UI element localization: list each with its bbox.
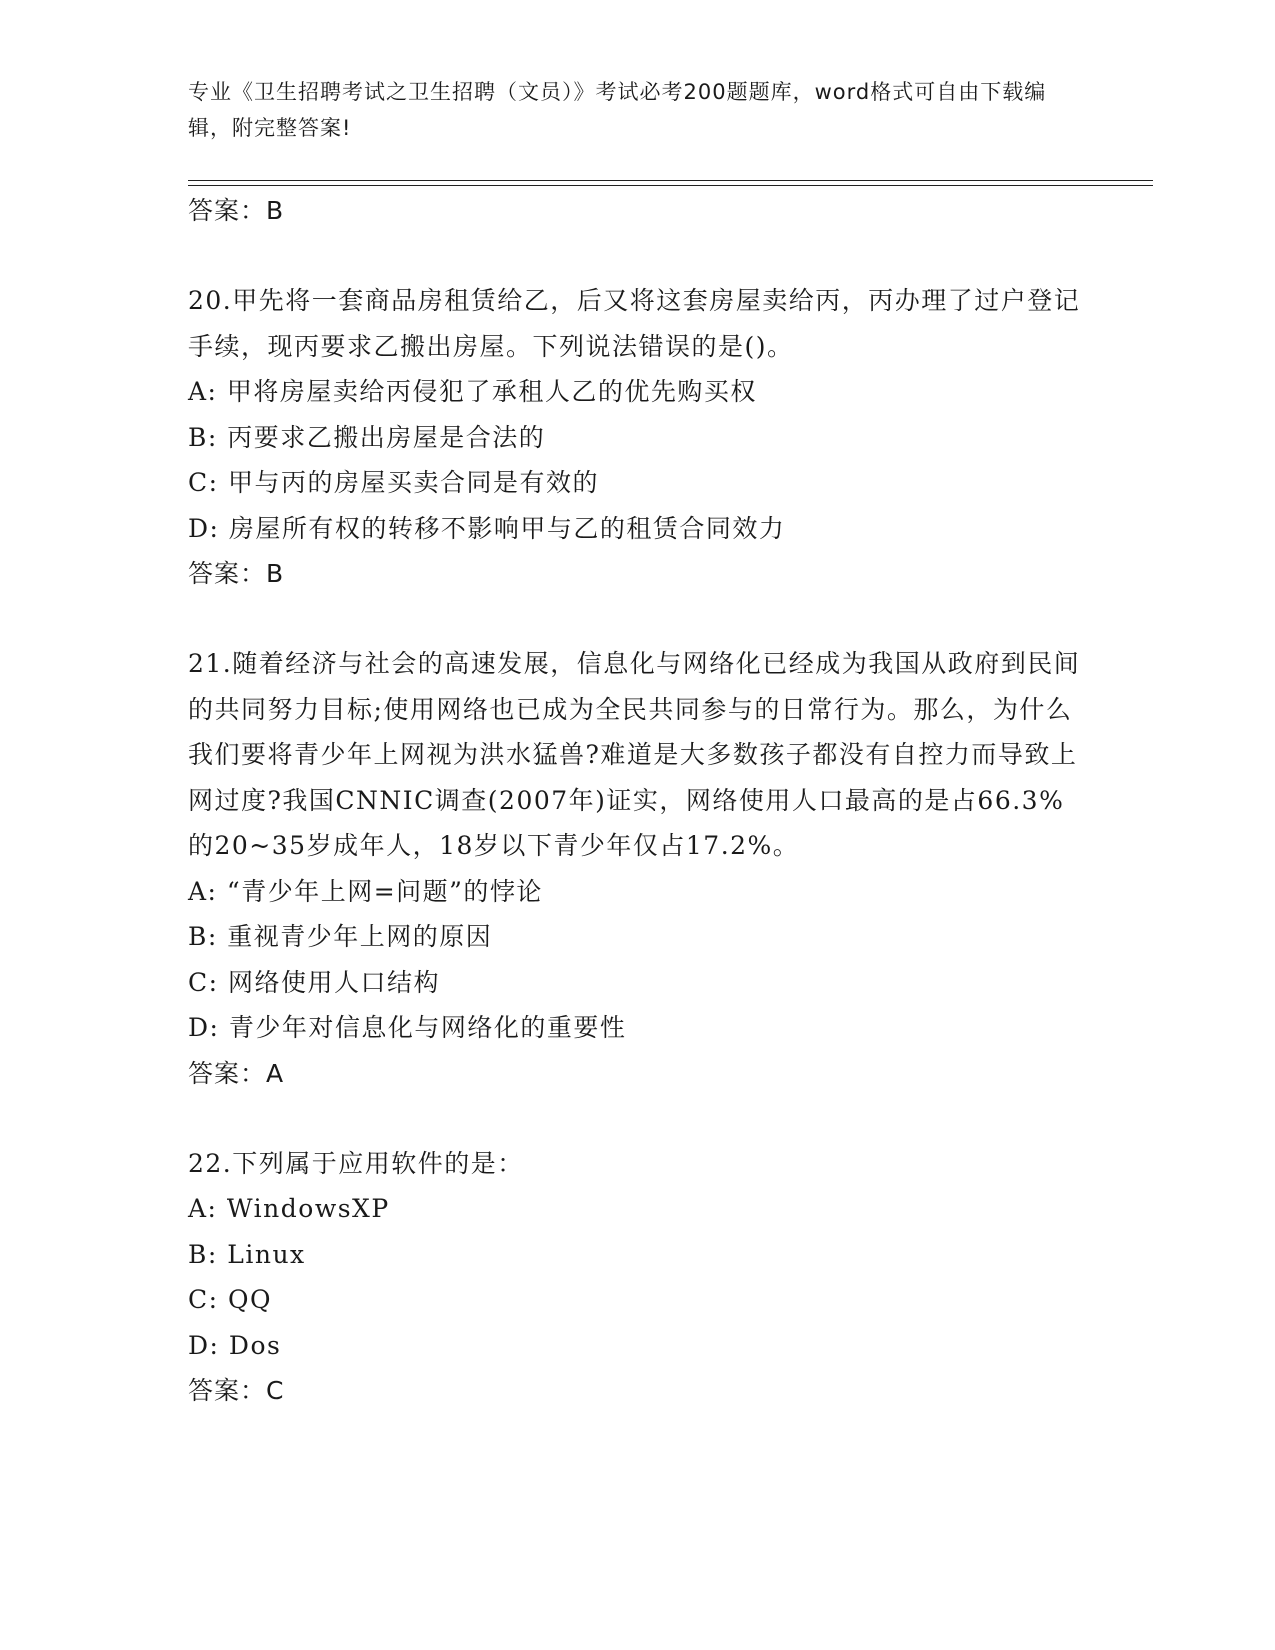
question-20 bbox=[188, 278, 1088, 597]
header-rule-top bbox=[188, 180, 1153, 181]
answer-line: 答案：B bbox=[188, 196, 285, 225]
question-text: 20.甲先将一套商品房租赁给乙，后又将这套房屋卖给丙，丙办理了过户登记手续，现丙要求乙搬出房屋。下列说法错误的是()。 bbox=[188, 286, 1081, 361]
option-d: D: Dos bbox=[188, 1330, 282, 1360]
option-b: B: 重视青少年上网的原因 bbox=[188, 922, 493, 951]
header-rule-bottom bbox=[188, 185, 1153, 186]
option-a: A: WindowsXP bbox=[188, 1194, 390, 1223]
answer-line: 答案：C bbox=[188, 1376, 285, 1405]
document-body bbox=[188, 188, 1088, 1414]
option-c: C: 网络使用人口结构 bbox=[188, 967, 440, 997]
question-text: 21.随着经济与社会的高速发展，信息化与网络化已经成为我国从政府到民间的共同努力目标;使用网络也已成为全民共同参与的日常行为。那么，为什么我们要将青少年上网视为洪水猛兽?难道是大多数孩子都没有自控力而导致上网过度?我国CNNIC调查(2007年)证实，网络使用人口最高的是占66.3%的20~35岁成年人，18岁以下青少年仅占17.2%。 bbox=[188, 649, 1081, 860]
option-a: A: 甲将房屋卖给丙侵犯了承租人乙的优先购买权 bbox=[188, 377, 757, 406]
option-d: D: 房屋所有权的转移不影响甲与乙的租赁合同效力 bbox=[188, 513, 786, 543]
answer-line: 答案：A bbox=[188, 1058, 285, 1088]
option-b: B: 丙要求乙搬出房屋是合法的 bbox=[188, 422, 546, 452]
question-22 bbox=[188, 1141, 1088, 1415]
option-b: B: Linux bbox=[188, 1239, 306, 1269]
question-21 bbox=[188, 641, 1088, 1097]
option-c: C: 甲与丙的房屋买卖合同是有效的 bbox=[188, 468, 599, 497]
answer-line: 答案：B bbox=[188, 559, 285, 588]
option-a: A: “青少年上网=问题”的悖论 bbox=[188, 876, 543, 906]
option-d: D: 青少年对信息化与网络化的重要性 bbox=[188, 1013, 627, 1042]
document-header: 专业《卫生招聘考试之卫生招聘（文员）》考试必考200题题库，word格式可自由下载编辑，附完整答案! bbox=[188, 80, 1047, 140]
option-c: C: QQ bbox=[188, 1285, 272, 1314]
question-text: 22.下列属于应用软件的是： bbox=[188, 1148, 524, 1178]
